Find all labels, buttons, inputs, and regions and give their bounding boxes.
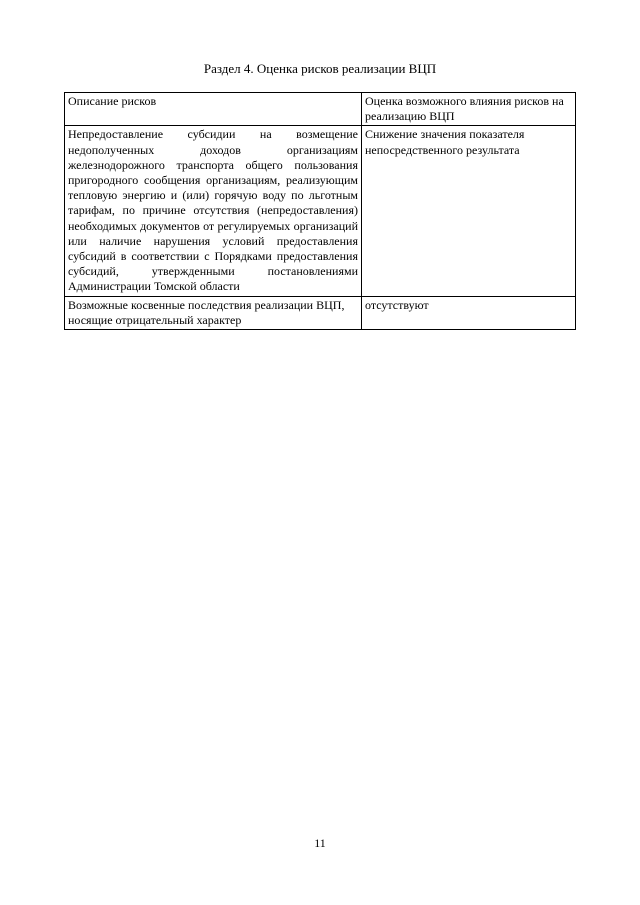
page-title: Раздел 4. Оценка рисков реализации ВЦП <box>203 61 437 76</box>
table-row <box>65 126 576 296</box>
header-risk-impact: Оценка возможного влияния рисков на реализацию ВЦП <box>362 93 576 126</box>
risk-impact-cell: Снижение значения показателя непосредственного результата <box>362 126 576 296</box>
risk-description-cell: Непредоставление субсидии на возмещение недополученных доходов организациям железнодорожного транспорта общего пользования пригородного сообщения организациям, реализующим тепловую энергию и (или) горячую воду по льготным тарифам, по причине отсутствия (непредоставления) необходимых документов от регулируемых организаций или наличие нарушения условий предоставления субсидий в соответствии с Порядками предоставления субсидий, утвержденными постановлениями Администрации Томской области <box>65 126 362 296</box>
table-header-row <box>65 93 576 126</box>
header-risk-description: Описание рисков <box>65 93 362 126</box>
risk-impact-cell: отсутствуют <box>362 296 576 329</box>
page-number: 11 <box>314 836 326 850</box>
table-row <box>65 296 576 329</box>
risk-assessment-table <box>64 92 576 330</box>
risk-description-cell: Возможные косвенные последствия реализации ВЦП, носящие отрицательный характер <box>65 296 362 329</box>
